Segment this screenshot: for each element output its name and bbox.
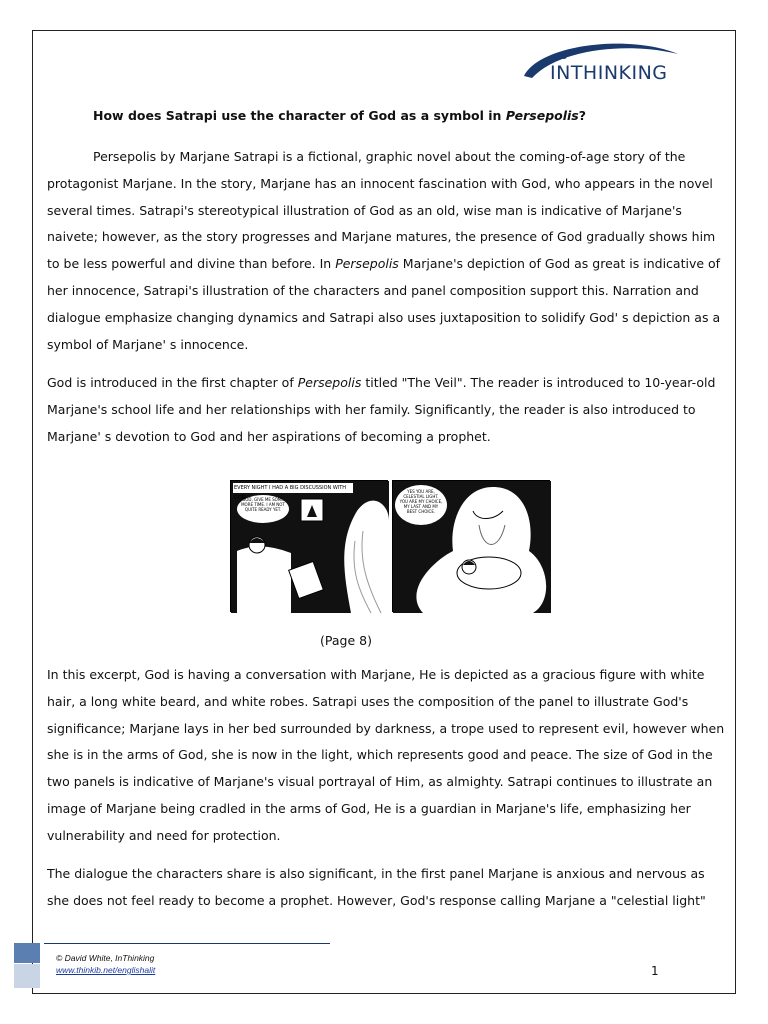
paragraph-2-text-a: God is introduced in the first chapter of (47, 375, 298, 390)
inthinking-logo (520, 36, 680, 88)
title-book-name: Persepolis (505, 108, 579, 123)
panel-1-speech: GOD, GIVE ME SOME MORE TIME. I AM NOT QUITE READY YET. (241, 497, 285, 512)
paragraph-2-italic: Persepolis (297, 375, 362, 390)
footer-website-link[interactable]: www.thinkib.net/englishalit (56, 965, 156, 975)
essay-title (93, 108, 586, 123)
title-suffix: ? (578, 108, 587, 123)
footer-divider (44, 943, 330, 944)
panel-2-speech: YES YOU ARE, CELESTIAL LIGHT. YOU ARE MY CHOICE, MY LAST AND MY BEST CHOICE. (399, 489, 443, 514)
paragraph-1 (47, 144, 727, 358)
paragraph-1-italic: Persepolis (335, 256, 399, 272)
footer-copyright: © David White, InThinking (56, 953, 155, 963)
comic-panel-1-art (231, 481, 389, 613)
footer-accent-block-light (14, 964, 40, 988)
comic-panel-1 (230, 480, 388, 612)
footer-accent-block (14, 943, 40, 963)
figure-caption: (Page 8) (320, 633, 372, 648)
paragraph-2 (47, 370, 727, 450)
paragraph-4: The dialogue the characters share is also significant, in the first panel Marjane is anxious and nervous as she does not feel ready to become a prophet. However, God's response calling Marjane a "celestial light" (47, 866, 706, 908)
paragraph-1-text-a: Persepolis by Marjane Satrapi is a fictional, graphic novel about the coming-of-age story of the protagonist Marjane. In the story, Marjane has an innocent fascination with God, who appears in the novel several times. Satrapi's stereotypical illustration of God as an old, wise man is indicative of Marjane's naivete; however, as the story progresses and Marjane matures, the presence of God gradually shows him to be less powerful and divine than before. In (47, 149, 716, 272)
comic-figure (230, 480, 550, 612)
paragraph-3: In this excerpt, God is having a conversation with Marjane, He is depicted as a gracious figure with white hair, a long white beard, and white robes. Satrapi uses the composition of the panel to illustrate God's significance; Marjane lays in her bed surrounded by darkness, a trope used to represent evil, however when she is in the arms of God, she is now in the light, which represents good and peace. The size of God in the two panels is indicative of Marjane's visual portrayal of Him, as almighty. Satrapi continues to illustrate an image of Marjane being cradled in the arms of God, He is a guardian in Marjane's life, emphasizing her vulnerability and need for protection. (47, 667, 725, 843)
title-prefix: How does Satrapi use the character of God as a symbol in (93, 108, 506, 123)
logo-text: INTHINKING (550, 62, 668, 84)
paragraph-2-text-b: titled "The Veil". The reader is introduced to 10-year-old Marjane's school life and her relationships with her family. Significantly, the reader is also introduced to Marjane' s devotion to God and her aspirations of becoming a prophet. (47, 375, 716, 444)
panel-1-narration: EVERY NIGHT I HAD A BIG DISCUSSION WITH GOD. (234, 485, 347, 501)
paragraph-1-text-b: Marjane's depiction of God as great is indicative of her innocence, Satrapi's illustration of the characters and panel composition support this. Narration and dialogue emphasize changing dynamics and Satrapi also uses juxtaposition to solidify God' s depiction as a symbol of Marjane' s innocence. (47, 256, 721, 352)
comic-panel-2 (392, 480, 550, 612)
comic-panel-2-art (393, 481, 551, 613)
page-number: 1 (651, 964, 659, 978)
